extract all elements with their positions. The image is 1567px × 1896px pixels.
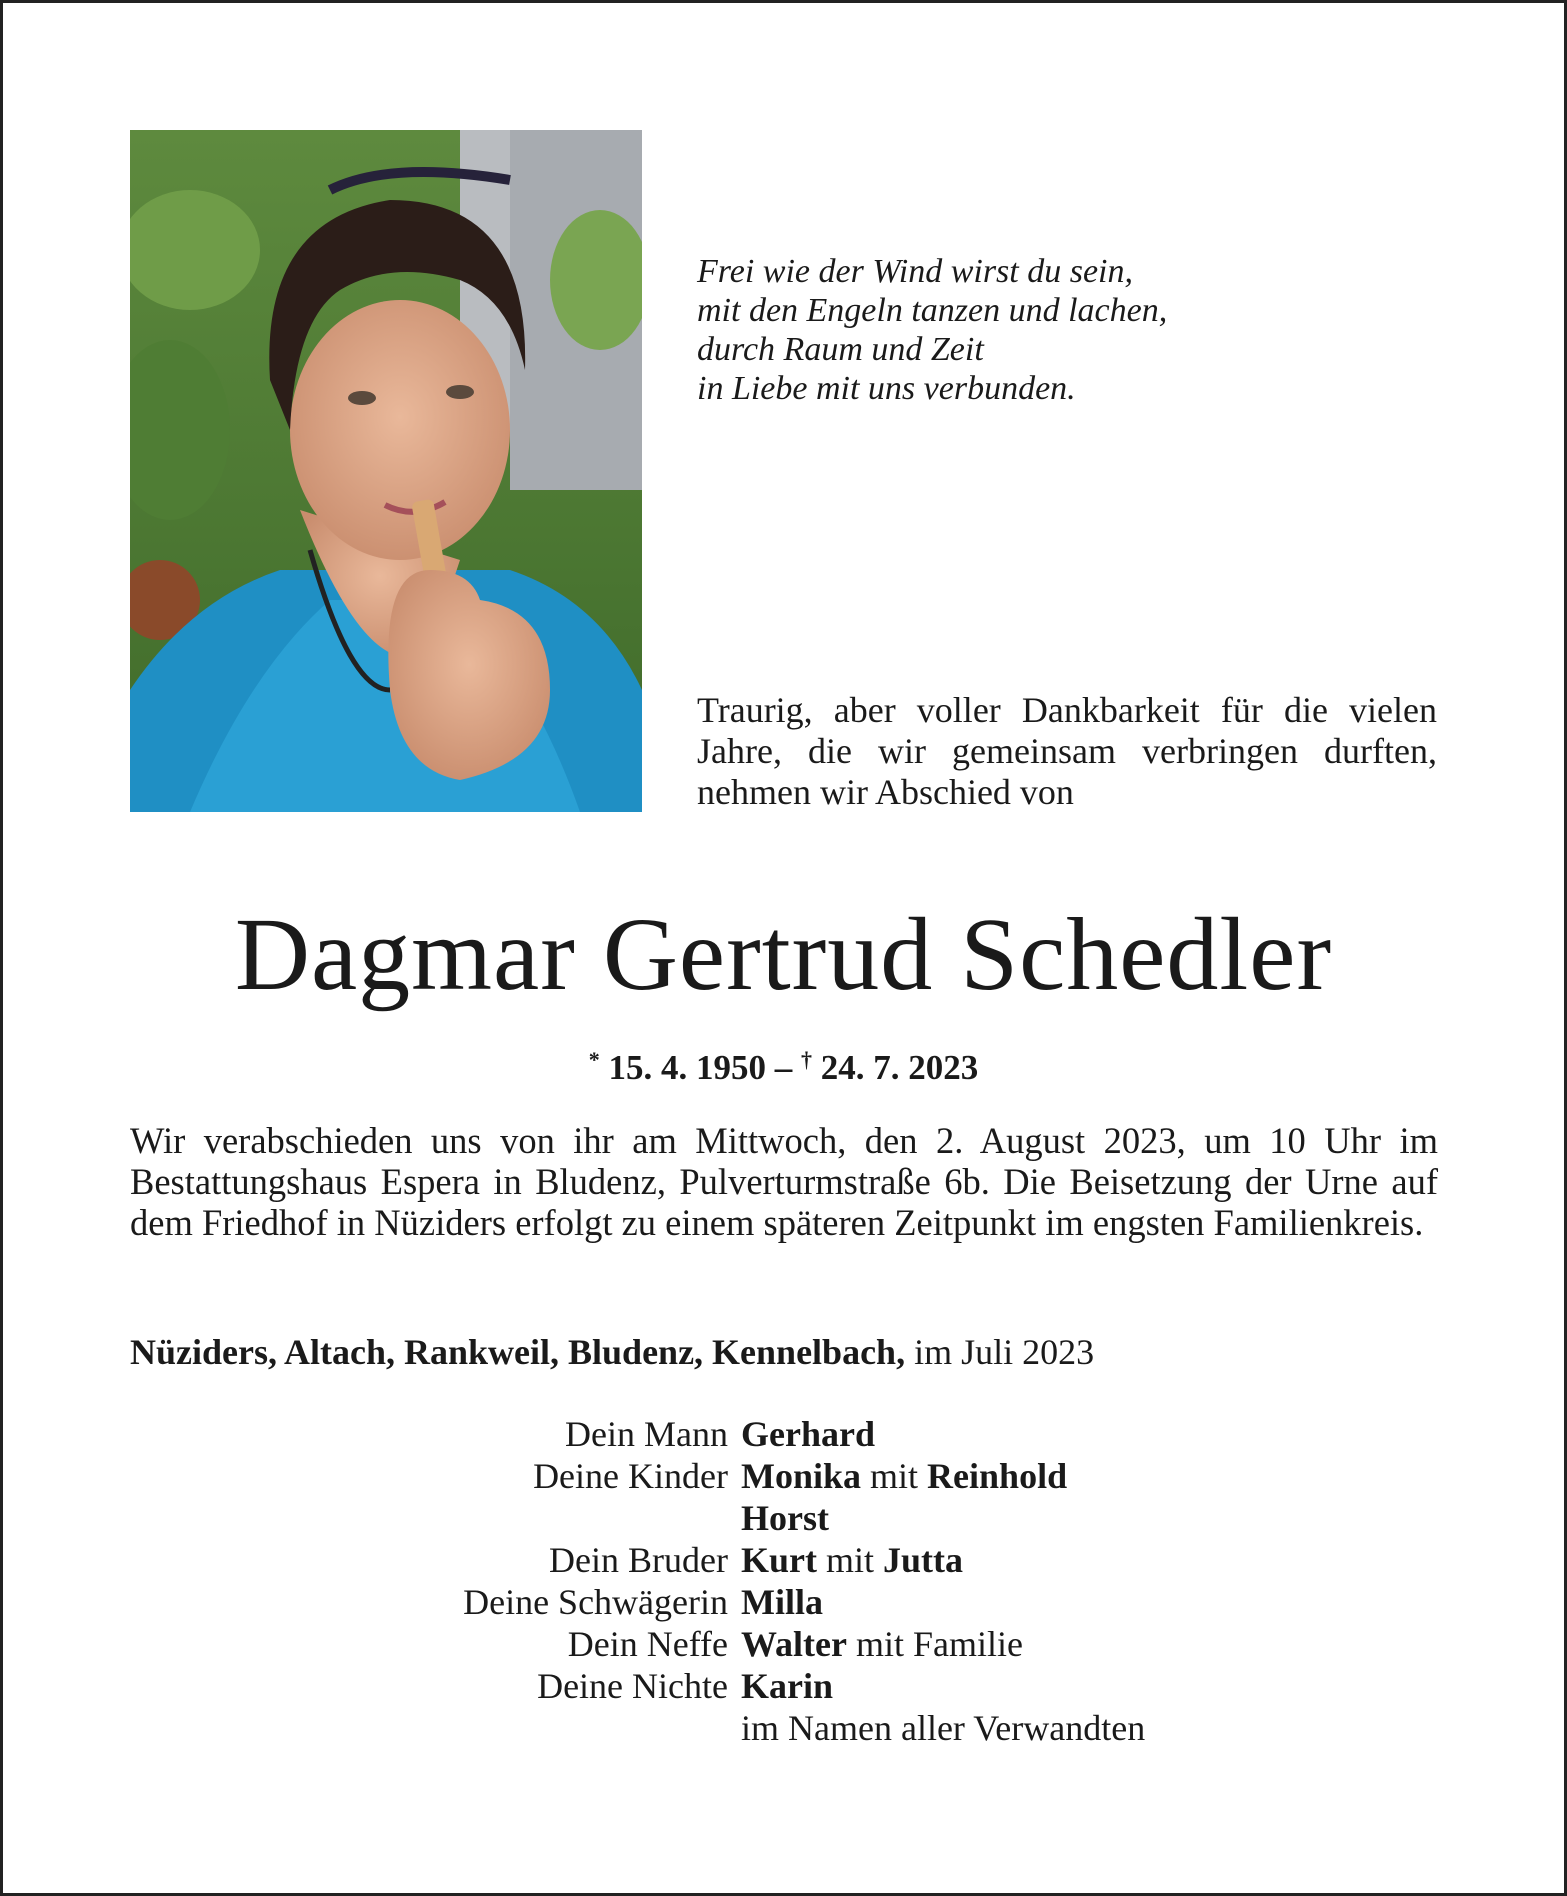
- family-relation: Dein Mann: [565, 1414, 728, 1454]
- family-relation: Deine Nichte: [537, 1666, 728, 1706]
- family-conj: mit: [861, 1456, 928, 1496]
- family-row: [300, 1665, 1400, 1707]
- places-line: [130, 1330, 1470, 1374]
- family-relation: [300, 1707, 741, 1749]
- date-separator: –: [766, 1048, 801, 1087]
- places-towns: Nüziders, Altach, Rankweil, Bludenz, Kennelbach,: [130, 1332, 906, 1372]
- family-name: Horst: [741, 1498, 829, 1538]
- family-relation: Deine Kinder: [533, 1456, 728, 1496]
- family-name: Karin: [741, 1666, 834, 1706]
- family-row: [300, 1581, 1400, 1623]
- poem-line: Frei wie der Wind wirst du sein,: [697, 253, 1134, 290]
- poem-line: durch Raum und Zeit: [697, 331, 984, 368]
- family-row: [300, 1707, 1400, 1749]
- poem-line: mit den Engeln tanzen und lachen,: [697, 292, 1168, 329]
- family-name: Jutta: [883, 1540, 964, 1580]
- family-row: [300, 1413, 1400, 1455]
- family-conj: im Namen aller Verwandten: [741, 1708, 1146, 1748]
- service-info: Wir verabschieden uns von ihr am Mittwoch, den 2. August 2023, um 10 Uhr im Bestattungshaus Espera in Bludenz, Pulverturmstraße 6b. Die Beisetzung der Urne auf dem Friedhof in Nüziders erfolgt zu einem späteren Zeitpunkt im engsten Familienkreis.: [130, 1120, 1438, 1243]
- death-symbol: †: [801, 1047, 812, 1072]
- family-row: [300, 1455, 1400, 1497]
- family-relation: Deine Schwägerin: [463, 1582, 728, 1622]
- family-list: [300, 1413, 1400, 1749]
- family-name: Monika: [741, 1456, 862, 1496]
- family-name: Milla: [741, 1582, 823, 1622]
- birth-date: 15. 4. 1950: [608, 1048, 766, 1087]
- family-row: [300, 1539, 1400, 1581]
- family-name: Kurt: [741, 1540, 817, 1580]
- poem: [697, 252, 1497, 408]
- family-name: Gerhard: [741, 1414, 875, 1454]
- family-name: Reinhold: [927, 1456, 1068, 1496]
- family-row: [300, 1497, 1400, 1539]
- family-relation: [300, 1497, 741, 1539]
- places-date: im Juli 2023: [905, 1332, 1095, 1372]
- life-dates: [0, 1038, 1567, 1090]
- family-conj: mit: [817, 1540, 884, 1580]
- family-relation: Dein Neffe: [567, 1624, 728, 1664]
- intro-text: Traurig, aber voller Dankbarkeit für die vielen Jahre, die wir gemeinsam verbringen durften, nehmen wir Abschied von: [697, 690, 1437, 812]
- family-conj: mit Familie: [846, 1624, 1023, 1664]
- family-name: Walter: [741, 1624, 847, 1664]
- family-relation: Dein Bruder: [549, 1540, 728, 1580]
- death-date: 24. 7. 2023: [820, 1048, 979, 1087]
- birth-symbol: *: [588, 1047, 600, 1072]
- deceased-name: Dagmar Gertrud Schedler: [234, 897, 1333, 1012]
- portrait-photo: [130, 130, 642, 812]
- poem-line: in Liebe mit uns verbunden.: [697, 370, 1076, 407]
- family-row: [300, 1623, 1400, 1665]
